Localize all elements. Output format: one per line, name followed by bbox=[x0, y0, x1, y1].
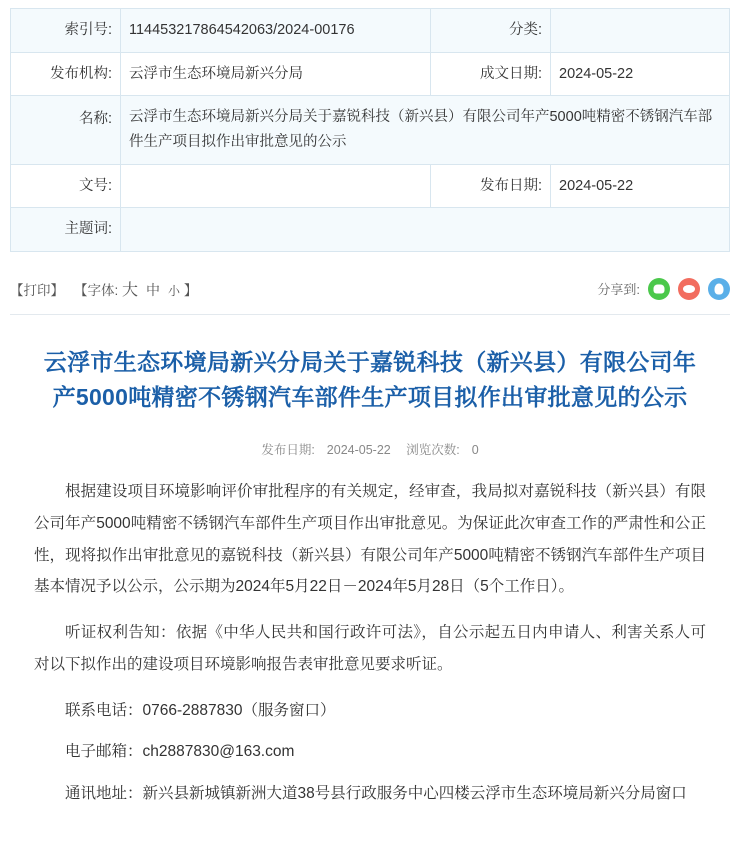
font-large-button[interactable]: 大 bbox=[122, 282, 139, 300]
share-label: 分享到: bbox=[597, 282, 640, 298]
table-row bbox=[11, 52, 730, 96]
print-button[interactable]: 【打印】 bbox=[10, 282, 64, 298]
meta-label-category: 分类: bbox=[431, 9, 551, 53]
paragraph-2: 听证权利告知：依据《中华人民共和国行政许可法》，自公示起五日内申请人、利害关系人可对以下拟作出的建设项目环境影响报告表审批意见要求听证。 bbox=[34, 624, 706, 673]
meta-label-written-date: 成文日期: bbox=[431, 52, 551, 96]
views-label: 浏览次数: bbox=[406, 443, 460, 458]
fontsize-label: 【字体: bbox=[74, 283, 119, 299]
article-submeta bbox=[10, 440, 730, 458]
article-toolbar bbox=[10, 268, 730, 310]
meta-value-name: 云浮市生态环境局新兴分局关于嘉锐科技（新兴县）有限公司年产5000吨精密不锈钢汽车部件生产项目拟作出审批意见的公示 bbox=[121, 96, 730, 164]
meta-value-index: 114453217864542063/2024-00176 bbox=[121, 9, 431, 53]
meta-label-index: 索引号: bbox=[11, 9, 121, 53]
article-body bbox=[34, 476, 706, 810]
meta-label-name: 名称: bbox=[11, 96, 121, 164]
contact-address: 通讯地址：新兴县新城镇新洲大道38号县行政服务中心四楼云浮市生态环境局新兴分局窗口 bbox=[65, 785, 687, 803]
paragraph-1: 根据建设项目环境影响评价审批程序的有关规定，经审查，我局拟对嘉锐科技（新兴县）有限公司年产5000吨精密不锈钢汽车部件生产项目作出审批意见。为保证此次审查工作的严肃性和公正性，现将拟作出审批意见的嘉锐科技（新兴县）有限公司年产5000吨精密不锈钢汽车部件生产项目基本情况予以公示，公示期为2024年5月22日－2024年5月28日（5个工作日）。 bbox=[34, 483, 706, 596]
metadata-table bbox=[10, 8, 730, 252]
contact-email: 电子邮箱：ch2887830@163.com bbox=[65, 743, 295, 761]
font-small-button[interactable]: 小 bbox=[168, 284, 181, 299]
wechat-icon[interactable] bbox=[648, 278, 670, 300]
font-medium-button[interactable]: 中 bbox=[146, 282, 161, 299]
meta-value-docnum bbox=[121, 164, 431, 208]
meta-label-keywords: 主题词: bbox=[11, 208, 121, 252]
toolbar-divider bbox=[10, 314, 730, 315]
meta-value-written-date: 2024-05-22 bbox=[551, 52, 730, 96]
publish-date-value: 2024-05-22 bbox=[326, 443, 391, 458]
toolbar-left-group bbox=[10, 277, 197, 300]
views-value: 0 bbox=[471, 443, 479, 458]
qq-icon[interactable] bbox=[708, 278, 730, 300]
meta-value-keywords bbox=[121, 208, 730, 252]
table-row bbox=[11, 9, 730, 53]
meta-label-publish-date: 发布日期: bbox=[431, 164, 551, 208]
meta-value-publish-date: 2024-05-22 bbox=[551, 164, 730, 208]
fontsize-group bbox=[74, 277, 197, 300]
table-row bbox=[11, 164, 730, 208]
publish-date-label: 发布日期: bbox=[261, 443, 315, 458]
meta-value-agency: 云浮市生态环境局新兴分局 bbox=[121, 52, 431, 96]
contact-phone: 联系电话：0766-2887830（服务窗口） bbox=[65, 701, 336, 719]
meta-label-agency: 发布机构: bbox=[11, 52, 121, 96]
share-group bbox=[597, 278, 730, 300]
meta-label-docnum: 文号: bbox=[11, 164, 121, 208]
table-row bbox=[11, 208, 730, 252]
weibo-icon[interactable] bbox=[678, 278, 700, 300]
metadata-section bbox=[0, 0, 740, 252]
meta-value-category bbox=[551, 9, 730, 53]
fontsize-close-bracket: 】 bbox=[183, 283, 198, 299]
page-title: 云浮市生态环境局新兴分局关于嘉锐科技（新兴县）有限公司年产5000吨精密不锈钢汽车部件生产项目拟作出审批意见的公示 bbox=[43, 348, 697, 411]
table-row bbox=[11, 96, 730, 164]
